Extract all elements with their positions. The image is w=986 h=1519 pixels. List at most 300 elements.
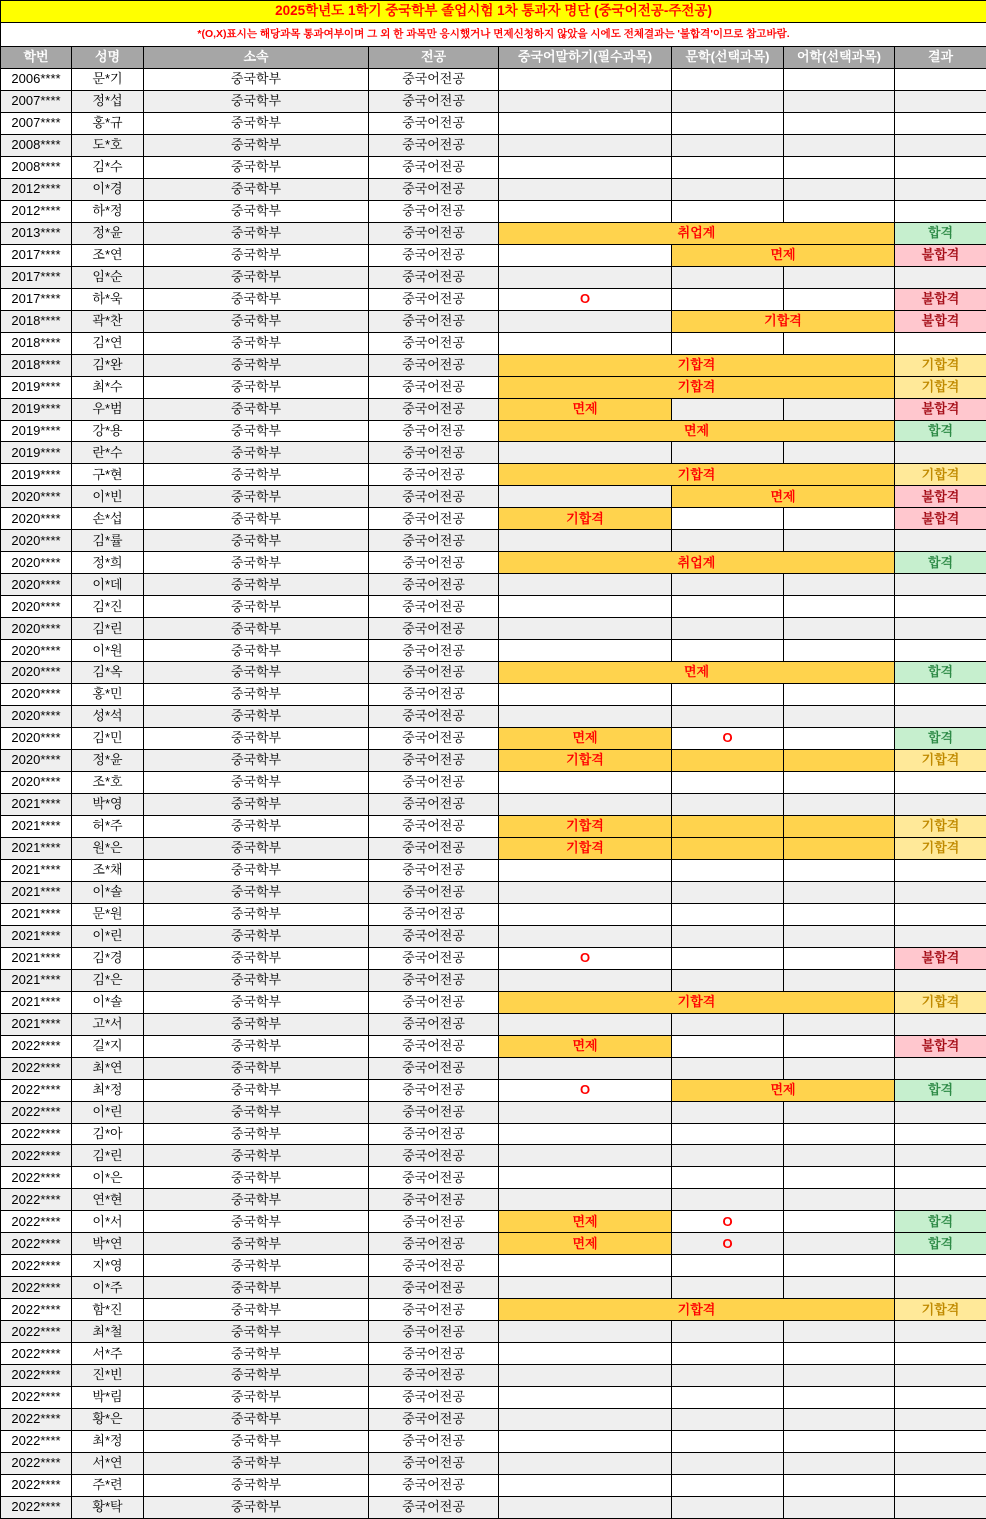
dept-cell: 중국학부 bbox=[144, 772, 369, 794]
major-cell: 중국어전공 bbox=[369, 1123, 499, 1145]
major-cell: 중국어전공 bbox=[369, 288, 499, 310]
note-text: *(O,X)표시는 해당과목 통과여부이며 그 외 한 과목만 응시했거나 면제신청하지 않았을 시에도 전체결과는 '불합격'이므로 참고바람. bbox=[1, 23, 986, 47]
major-cell: 중국어전공 bbox=[369, 464, 499, 486]
subject-cell bbox=[499, 1189, 672, 1211]
dept-cell: 중국학부 bbox=[144, 815, 369, 837]
column-header-name: 성명 bbox=[72, 47, 144, 69]
name-cell: 황*은 bbox=[72, 1409, 144, 1431]
subject-cell bbox=[672, 706, 784, 728]
student-id-cell: 2020**** bbox=[1, 596, 72, 618]
dept-cell: 중국학부 bbox=[144, 837, 369, 859]
major-cell: 중국어전공 bbox=[369, 244, 499, 266]
subject-cell: 면제 bbox=[499, 420, 895, 442]
subject-cell: 기합격 bbox=[499, 464, 895, 486]
subject-cell bbox=[784, 947, 895, 969]
subject-cell bbox=[672, 398, 784, 420]
subject-cell bbox=[784, 1101, 895, 1123]
dept-cell: 중국학부 bbox=[144, 1409, 369, 1431]
name-cell: 김*린 bbox=[72, 1145, 144, 1167]
subject-cell bbox=[672, 178, 784, 200]
subject-cell: 취업계 bbox=[499, 552, 895, 574]
table-row bbox=[1, 859, 986, 881]
subject-cell bbox=[672, 859, 784, 881]
name-cell: 이*빈 bbox=[72, 486, 144, 508]
subject-cell bbox=[672, 134, 784, 156]
student-id-cell: 2022**** bbox=[1, 1299, 72, 1321]
table-row bbox=[1, 398, 986, 420]
dept-cell: 중국학부 bbox=[144, 134, 369, 156]
result-cell: 불합격 bbox=[895, 1035, 986, 1057]
name-cell: 함*진 bbox=[72, 1299, 144, 1321]
result-cell: 불합격 bbox=[895, 486, 986, 508]
name-cell: 조*호 bbox=[72, 772, 144, 794]
subject-cell bbox=[784, 178, 895, 200]
student-id-cell: 2020**** bbox=[1, 530, 72, 552]
subject-cell: 면제 bbox=[499, 728, 672, 750]
name-cell: 홍*규 bbox=[72, 112, 144, 134]
name-cell: 박*림 bbox=[72, 1387, 144, 1409]
major-cell: 중국어전공 bbox=[369, 1365, 499, 1387]
subject-cell bbox=[499, 134, 672, 156]
subject-cell bbox=[672, 750, 784, 772]
student-id-cell: 2019**** bbox=[1, 442, 72, 464]
student-id-cell: 2021**** bbox=[1, 947, 72, 969]
major-cell: 중국어전공 bbox=[369, 1189, 499, 1211]
major-cell: 중국어전공 bbox=[369, 1145, 499, 1167]
name-cell: 란*수 bbox=[72, 442, 144, 464]
name-cell: 정*섭 bbox=[72, 90, 144, 112]
subject-cell bbox=[499, 903, 672, 925]
result-cell bbox=[895, 1167, 986, 1189]
subject-cell bbox=[784, 288, 895, 310]
result-cell bbox=[895, 772, 986, 794]
dept-cell: 중국학부 bbox=[144, 903, 369, 925]
student-id-cell: 2021**** bbox=[1, 1013, 72, 1035]
subject-cell bbox=[499, 772, 672, 794]
name-cell: 길*지 bbox=[72, 1035, 144, 1057]
subject-cell bbox=[784, 508, 895, 530]
subject-cell bbox=[499, 881, 672, 903]
student-id-cell: 2021**** bbox=[1, 925, 72, 947]
major-cell: 중국어전공 bbox=[369, 398, 499, 420]
subject-cell bbox=[672, 1145, 784, 1167]
subject-cell bbox=[672, 1123, 784, 1145]
name-cell: 정*윤 bbox=[72, 750, 144, 772]
subject-cell bbox=[784, 112, 895, 134]
dept-cell: 중국학부 bbox=[144, 1057, 369, 1079]
result-cell: 기합격 bbox=[895, 376, 986, 398]
subject-cell: O bbox=[499, 1079, 672, 1101]
subject-cell bbox=[784, 728, 895, 750]
major-cell: 중국어전공 bbox=[369, 222, 499, 244]
dept-cell: 중국학부 bbox=[144, 1101, 369, 1123]
student-id-cell: 2020**** bbox=[1, 640, 72, 662]
subject-cell bbox=[499, 266, 672, 288]
result-cell bbox=[895, 1013, 986, 1035]
student-id-cell: 2017**** bbox=[1, 266, 72, 288]
subject-cell bbox=[499, 1475, 672, 1497]
subject-cell bbox=[784, 1475, 895, 1497]
major-cell: 중국어전공 bbox=[369, 684, 499, 706]
subject-cell bbox=[784, 1057, 895, 1079]
dept-cell: 중국학부 bbox=[144, 178, 369, 200]
student-id-cell: 2022**** bbox=[1, 1167, 72, 1189]
student-id-cell: 2021**** bbox=[1, 815, 72, 837]
table-row bbox=[1, 1321, 986, 1343]
table-row bbox=[1, 969, 986, 991]
subject-cell bbox=[784, 266, 895, 288]
table-row bbox=[1, 464, 986, 486]
name-cell: 이*경 bbox=[72, 178, 144, 200]
result-cell: 불합격 bbox=[895, 310, 986, 332]
subject-cell bbox=[784, 69, 895, 91]
subject-cell bbox=[672, 1475, 784, 1497]
result-cell: 불합격 bbox=[895, 508, 986, 530]
name-cell: 진*빈 bbox=[72, 1365, 144, 1387]
student-rows bbox=[1, 69, 986, 1519]
result-cell bbox=[895, 925, 986, 947]
subject-cell bbox=[672, 90, 784, 112]
student-id-cell: 2020**** bbox=[1, 706, 72, 728]
subject-cell bbox=[672, 266, 784, 288]
subject-cell bbox=[784, 1233, 895, 1255]
result-cell bbox=[895, 1409, 986, 1431]
subject-cell bbox=[672, 156, 784, 178]
major-cell: 중국어전공 bbox=[369, 1079, 499, 1101]
major-cell: 중국어전공 bbox=[369, 815, 499, 837]
dept-cell: 중국학부 bbox=[144, 1299, 369, 1321]
result-cell bbox=[895, 1255, 986, 1277]
result-cell bbox=[895, 530, 986, 552]
result-cell bbox=[895, 618, 986, 640]
dept-cell: 중국학부 bbox=[144, 222, 369, 244]
subject-cell: 기합격 bbox=[499, 837, 672, 859]
subject-cell bbox=[499, 640, 672, 662]
table-row bbox=[1, 1365, 986, 1387]
major-cell: 중국어전공 bbox=[369, 640, 499, 662]
major-cell: 중국어전공 bbox=[369, 552, 499, 574]
result-cell bbox=[895, 969, 986, 991]
subject-cell bbox=[784, 596, 895, 618]
subject-cell bbox=[499, 1321, 672, 1343]
table-row bbox=[1, 552, 986, 574]
dept-cell: 중국학부 bbox=[144, 244, 369, 266]
subject-cell bbox=[672, 1101, 784, 1123]
subject-cell bbox=[784, 640, 895, 662]
subject-cell bbox=[784, 1123, 895, 1145]
table-row bbox=[1, 947, 986, 969]
student-id-cell: 2008**** bbox=[1, 156, 72, 178]
subject-cell: 면제 bbox=[499, 1211, 672, 1233]
student-id-cell: 2022**** bbox=[1, 1035, 72, 1057]
dept-cell: 중국학부 bbox=[144, 1496, 369, 1518]
subject-cell bbox=[499, 1343, 672, 1365]
table-row bbox=[1, 354, 986, 376]
table-row bbox=[1, 288, 986, 310]
result-cell bbox=[895, 1453, 986, 1475]
dept-cell: 중국학부 bbox=[144, 596, 369, 618]
student-id-cell: 2020**** bbox=[1, 750, 72, 772]
subject-cell bbox=[784, 156, 895, 178]
subject-cell bbox=[499, 859, 672, 881]
major-cell: 중국어전공 bbox=[369, 134, 499, 156]
subject-cell bbox=[672, 947, 784, 969]
subject-cell bbox=[672, 1431, 784, 1453]
name-cell: 김*수 bbox=[72, 156, 144, 178]
subject-cell bbox=[672, 684, 784, 706]
result-cell: 기합격 bbox=[895, 815, 986, 837]
student-id-cell: 2022**** bbox=[1, 1277, 72, 1299]
dept-cell: 중국학부 bbox=[144, 530, 369, 552]
dept-cell: 중국학부 bbox=[144, 662, 369, 684]
student-id-cell: 2017**** bbox=[1, 288, 72, 310]
table-row bbox=[1, 420, 986, 442]
result-cell bbox=[895, 442, 986, 464]
major-cell: 중국어전공 bbox=[369, 354, 499, 376]
subject-cell bbox=[784, 750, 895, 772]
result-cell: 기합격 bbox=[895, 354, 986, 376]
student-id-cell: 2022**** bbox=[1, 1387, 72, 1409]
major-cell: 중국어전공 bbox=[369, 947, 499, 969]
student-id-cell: 2006**** bbox=[1, 69, 72, 91]
subject-cell bbox=[784, 332, 895, 354]
student-id-cell: 2018**** bbox=[1, 332, 72, 354]
student-id-cell: 2012**** bbox=[1, 200, 72, 222]
subject-cell bbox=[499, 332, 672, 354]
subject-cell bbox=[499, 69, 672, 91]
dept-cell: 중국학부 bbox=[144, 398, 369, 420]
dept-cell: 중국학부 bbox=[144, 947, 369, 969]
dept-cell: 중국학부 bbox=[144, 793, 369, 815]
subject-cell bbox=[499, 1255, 672, 1277]
dept-cell: 중국학부 bbox=[144, 1079, 369, 1101]
major-cell: 중국어전공 bbox=[369, 1233, 499, 1255]
result-cell bbox=[895, 1431, 986, 1453]
result-cell bbox=[895, 1277, 986, 1299]
result-cell: 합격 bbox=[895, 662, 986, 684]
dept-cell: 중국학부 bbox=[144, 332, 369, 354]
subject-cell bbox=[499, 1013, 672, 1035]
dept-cell: 중국학부 bbox=[144, 1035, 369, 1057]
subject-cell bbox=[784, 837, 895, 859]
result-cell bbox=[895, 178, 986, 200]
student-id-cell: 2022**** bbox=[1, 1365, 72, 1387]
result-cell: 합격 bbox=[895, 420, 986, 442]
subject-cell: 면제 bbox=[672, 1079, 895, 1101]
subject-cell bbox=[499, 706, 672, 728]
name-cell: 이*서 bbox=[72, 1211, 144, 1233]
subject-cell bbox=[672, 442, 784, 464]
student-id-cell: 2020**** bbox=[1, 486, 72, 508]
table-row bbox=[1, 530, 986, 552]
name-cell: 김*진 bbox=[72, 596, 144, 618]
name-cell: 김*린 bbox=[72, 618, 144, 640]
subject-cell bbox=[784, 1167, 895, 1189]
major-cell: 중국어전공 bbox=[369, 772, 499, 794]
subject-cell bbox=[784, 815, 895, 837]
name-cell: 곽*찬 bbox=[72, 310, 144, 332]
subject-cell bbox=[784, 134, 895, 156]
student-id-cell: 2021**** bbox=[1, 793, 72, 815]
subject-cell bbox=[672, 618, 784, 640]
table-row bbox=[1, 640, 986, 662]
student-id-cell: 2019**** bbox=[1, 464, 72, 486]
dept-cell: 중국학부 bbox=[144, 1453, 369, 1475]
subject-cell bbox=[784, 200, 895, 222]
dept-cell: 중국학부 bbox=[144, 618, 369, 640]
dept-cell: 중국학부 bbox=[144, 1255, 369, 1277]
table-row bbox=[1, 837, 986, 859]
subject-cell bbox=[672, 1365, 784, 1387]
name-cell: 김*민 bbox=[72, 728, 144, 750]
major-cell: 중국어전공 bbox=[369, 200, 499, 222]
major-cell: 중국어전공 bbox=[369, 1035, 499, 1057]
subject-cell bbox=[499, 1431, 672, 1453]
subject-cell: 면제 bbox=[499, 1035, 672, 1057]
table-row bbox=[1, 618, 986, 640]
subject-cell bbox=[499, 442, 672, 464]
subject-cell bbox=[784, 90, 895, 112]
table-row bbox=[1, 112, 986, 134]
subject-cell bbox=[784, 859, 895, 881]
table-row bbox=[1, 750, 986, 772]
subject-cell bbox=[672, 903, 784, 925]
dept-cell: 중국학부 bbox=[144, 69, 369, 91]
subject-cell bbox=[672, 837, 784, 859]
name-cell: 이*은 bbox=[72, 1167, 144, 1189]
subject-cell bbox=[784, 1409, 895, 1431]
column-header-speaking: 중국어말하기(필수과목) bbox=[499, 47, 672, 69]
major-cell: 중국어전공 bbox=[369, 574, 499, 596]
dept-cell: 중국학부 bbox=[144, 1145, 369, 1167]
subject-cell bbox=[499, 244, 672, 266]
subject-cell bbox=[672, 332, 784, 354]
table-row bbox=[1, 1343, 986, 1365]
table-row bbox=[1, 1211, 986, 1233]
result-cell bbox=[895, 1145, 986, 1167]
name-cell: 이*린 bbox=[72, 925, 144, 947]
result-cell bbox=[895, 156, 986, 178]
student-id-cell: 2022**** bbox=[1, 1211, 72, 1233]
dept-cell: 중국학부 bbox=[144, 1365, 369, 1387]
result-cell: 기합격 bbox=[895, 464, 986, 486]
table-row bbox=[1, 376, 986, 398]
result-cell bbox=[895, 1189, 986, 1211]
table-row bbox=[1, 1123, 986, 1145]
dept-cell: 중국학부 bbox=[144, 200, 369, 222]
major-cell: 중국어전공 bbox=[369, 1475, 499, 1497]
result-cell bbox=[895, 684, 986, 706]
subject-cell: 면제 bbox=[672, 244, 895, 266]
subject-cell bbox=[672, 200, 784, 222]
subject-cell bbox=[672, 112, 784, 134]
dept-cell: 중국학부 bbox=[144, 1431, 369, 1453]
subject-cell bbox=[672, 1013, 784, 1035]
subject-cell bbox=[672, 772, 784, 794]
subject-cell bbox=[499, 684, 672, 706]
dept-cell: 중국학부 bbox=[144, 1189, 369, 1211]
subject-cell bbox=[499, 596, 672, 618]
dept-cell: 중국학부 bbox=[144, 376, 369, 398]
dept-cell: 중국학부 bbox=[144, 1211, 369, 1233]
name-cell: 서*주 bbox=[72, 1343, 144, 1365]
subject-cell bbox=[784, 793, 895, 815]
name-cell: 하*욱 bbox=[72, 288, 144, 310]
student-id-cell: 2020**** bbox=[1, 618, 72, 640]
major-cell: 중국어전공 bbox=[369, 1013, 499, 1035]
result-cell bbox=[895, 69, 986, 91]
student-id-cell: 2021**** bbox=[1, 881, 72, 903]
major-cell: 중국어전공 bbox=[369, 1101, 499, 1123]
major-cell: 중국어전공 bbox=[369, 508, 499, 530]
student-id-cell: 2020**** bbox=[1, 772, 72, 794]
dept-cell: 중국학부 bbox=[144, 728, 369, 750]
subject-cell bbox=[784, 1189, 895, 1211]
subject-cell bbox=[499, 1409, 672, 1431]
dept-cell: 중국학부 bbox=[144, 640, 369, 662]
result-cell bbox=[895, 1123, 986, 1145]
subject-cell bbox=[784, 398, 895, 420]
subject-cell: O bbox=[499, 947, 672, 969]
result-cell: 합격 bbox=[895, 552, 986, 574]
dept-cell: 중국학부 bbox=[144, 90, 369, 112]
subject-cell bbox=[499, 793, 672, 815]
name-cell: 고*서 bbox=[72, 1013, 144, 1035]
major-cell: 중국어전공 bbox=[369, 596, 499, 618]
subject-cell: O bbox=[499, 288, 672, 310]
name-cell: 최*철 bbox=[72, 1321, 144, 1343]
major-cell: 중국어전공 bbox=[369, 1211, 499, 1233]
subject-cell: O bbox=[672, 1211, 784, 1233]
name-cell: 조*연 bbox=[72, 244, 144, 266]
subject-cell bbox=[499, 156, 672, 178]
subject-cell bbox=[499, 969, 672, 991]
subject-cell: 기합격 bbox=[499, 376, 895, 398]
result-cell bbox=[895, 706, 986, 728]
dept-cell: 중국학부 bbox=[144, 684, 369, 706]
table-row bbox=[1, 1233, 986, 1255]
dept-cell: 중국학부 bbox=[144, 991, 369, 1013]
result-cell bbox=[895, 881, 986, 903]
major-cell: 중국어전공 bbox=[369, 881, 499, 903]
subject-cell bbox=[499, 1387, 672, 1409]
subject-cell bbox=[784, 442, 895, 464]
major-cell: 중국어전공 bbox=[369, 1255, 499, 1277]
subject-cell bbox=[672, 925, 784, 947]
table-row bbox=[1, 1145, 986, 1167]
student-id-cell: 2022**** bbox=[1, 1255, 72, 1277]
subject-cell bbox=[784, 1145, 895, 1167]
name-cell: 정*희 bbox=[72, 552, 144, 574]
result-cell: 합격 bbox=[895, 222, 986, 244]
dept-cell: 중국학부 bbox=[144, 112, 369, 134]
subject-cell bbox=[784, 1496, 895, 1518]
subject-cell: 면제 bbox=[499, 662, 895, 684]
name-cell: 최*정 bbox=[72, 1079, 144, 1101]
dept-cell: 중국학부 bbox=[144, 1387, 369, 1409]
dept-cell: 중국학부 bbox=[144, 288, 369, 310]
subject-cell bbox=[672, 1057, 784, 1079]
student-id-cell: 2021**** bbox=[1, 837, 72, 859]
table-row bbox=[1, 1035, 986, 1057]
subject-cell bbox=[672, 1255, 784, 1277]
name-cell: 황*탁 bbox=[72, 1496, 144, 1518]
subject-cell bbox=[784, 1387, 895, 1409]
subject-cell bbox=[499, 1453, 672, 1475]
table-row bbox=[1, 1387, 986, 1409]
table-row bbox=[1, 442, 986, 464]
name-cell: 서*연 bbox=[72, 1453, 144, 1475]
